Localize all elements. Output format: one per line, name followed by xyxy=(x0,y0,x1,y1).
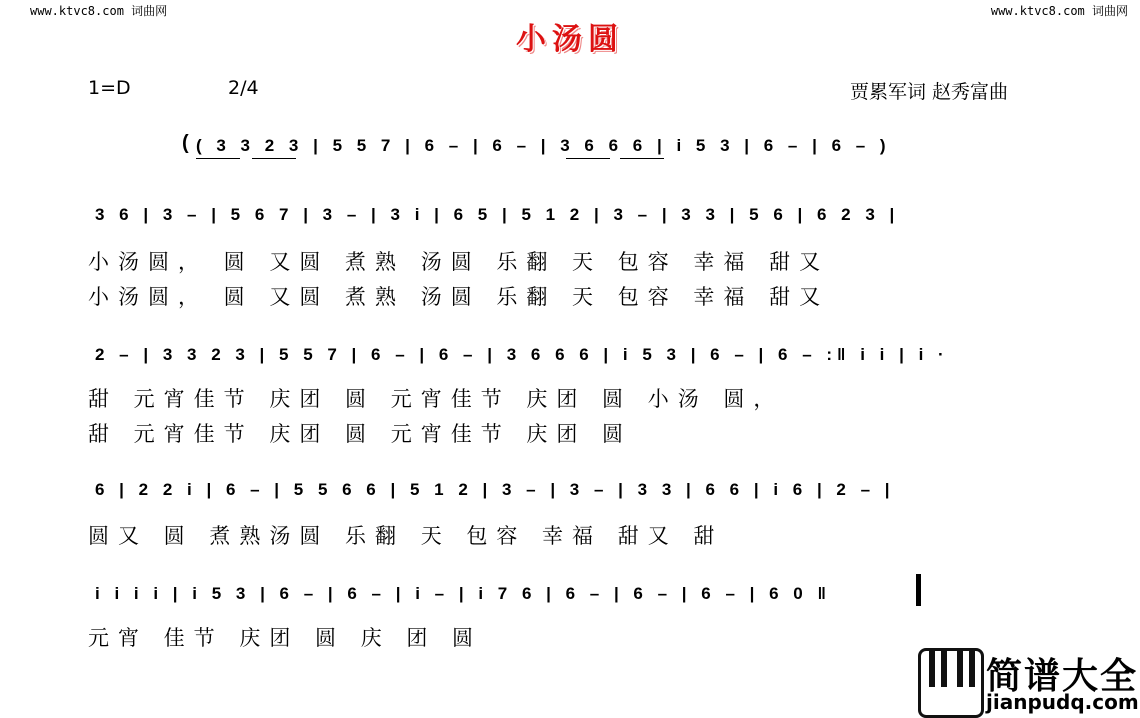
notation-text: i i i i | i 5 3 | 6 – | 6 – | i – | i 7 6 | 6 – | 6 – | 6 – | 6 0 ‖ xyxy=(95,584,831,603)
notation-text: ( 3 3 2 3 | 5 5 7 | 6 – | 6 – | 3 6 6 6 | i 5 3 | 6 – | 6 – ) xyxy=(196,136,891,155)
lyrics-line-3: 圆又 圆 煮熟汤圆 乐翻 天 包容 幸福 甜又 甜 xyxy=(88,524,724,548)
notation-line-2 xyxy=(0,337,1140,377)
lyrics-line-1-verse-2: 小汤圆， 圆 又圆 煮熟 汤圆 乐翻 天 包容 幸福 甜又 xyxy=(88,285,830,309)
watermark-left: www.ktvc8.com 词曲网 xyxy=(30,4,168,18)
logo-url: jianpudq.com xyxy=(986,690,1139,714)
logo-name: 简谱大全 xyxy=(986,656,1139,697)
piano-logo-icon xyxy=(918,648,984,718)
watermark-right: www.ktvc8.com 词曲网 xyxy=(990,4,1128,18)
lyrics-line-2-verse-1: 甜 元宵佳节 庆团 圆 元宵佳节 庆团 圆 小汤 圆， xyxy=(88,387,784,411)
key-signature: 1=D xyxy=(88,77,131,99)
notation-line-4 xyxy=(0,576,1140,616)
notation-line-1 xyxy=(0,197,1140,237)
paren-open: ( xyxy=(182,132,189,154)
time-signature: 2/4 xyxy=(228,77,259,99)
notation-intro xyxy=(0,128,1140,168)
notation-text: 2 – | 3 3 2 3 | 5 5 7 | 6 – | 6 – | 3 6 6 6 | i 5 3 | 6 – | 6 – :‖ i i | i · xyxy=(95,345,949,364)
lyrics-line-4: 元宵 佳节 庆团 圆 庆 团 圆 xyxy=(88,626,483,650)
lyrics-line-2-verse-2: 甜 元宵佳节 庆团 圆 元宵佳节 庆团 圆 xyxy=(88,422,633,446)
notation-line-3 xyxy=(0,472,1140,512)
credits: 贾累军词 赵秀富曲 xyxy=(849,81,1008,103)
notation-text: 6 | 2 2 i | 6 – | 5 5 6 6 | 5 1 2 | 3 – | 3 – | 3 3 | 6 6 | i 6 | 2 – | xyxy=(95,480,895,499)
notation-text: 3 6 | 3 – | 5 6 7 | 3 – | 3 i | 6 5 | 5 1 2 | 3 – | 3 3 | 5 6 | 6 2 3 | xyxy=(95,205,900,224)
final-barline xyxy=(916,574,921,606)
song-title: 小汤圆 xyxy=(516,22,624,57)
lyrics-line-1-verse-1: 小汤圆， 圆 又圆 煮熟 汤圆 乐翻 天 包容 幸福 甜又 xyxy=(88,250,830,274)
